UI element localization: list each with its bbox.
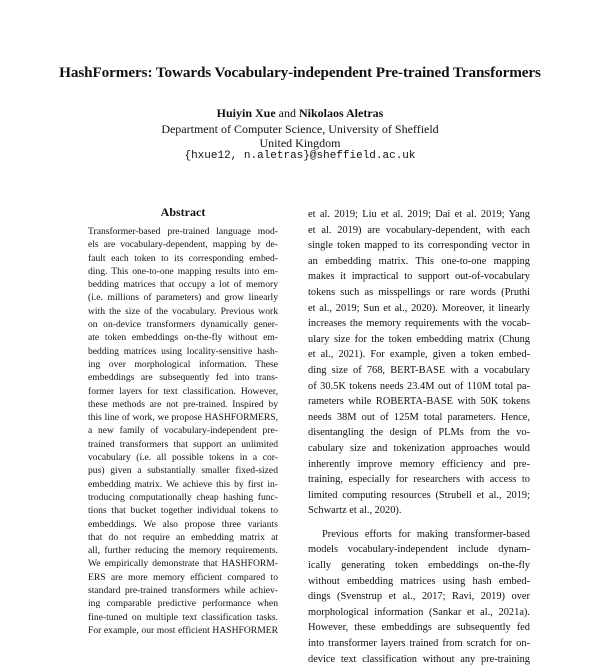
- body-line: ding size of 768, BERT-BASE with a vocabulary: [308, 364, 530, 376]
- body-line: rameters while ROBERTA-BASE with 50K tokens: [308, 396, 530, 408]
- affiliation-country: United Kingdom: [259, 136, 341, 150]
- abstract-line: (i.e. millions of parameters) and grow linearly: [88, 292, 278, 304]
- body-line: et al. 2019) are vocabulary-dependent, with each: [308, 224, 530, 236]
- body-line: needs 38M out of 125M total parameters. Hence,: [308, 411, 530, 423]
- body-line: an embedding matrix. This one-to-one mapping: [308, 255, 530, 267]
- body-line: Previous efforts for making transformer-based: [322, 528, 530, 540]
- author-name: Huiyin Xue: [216, 106, 276, 120]
- abstract-line: that do not require an embedding matrix at: [88, 531, 278, 543]
- body-line: Schwartz et al., 2020).: [308, 505, 402, 517]
- abstract-line: ding. This one-to-one mapping results into em-: [88, 265, 278, 277]
- abstract-line: For example, our most efficient HASHFORMER: [88, 624, 278, 636]
- body-line: limited computing resources (Strubell et al., 2019;: [308, 489, 530, 501]
- paragraph-gap: [308, 519, 530, 527]
- body-line: into transformer layers trained from scratch for on-: [308, 638, 530, 650]
- body-line: of 30.5K tokens needs 23.4M out of 110M total pa-: [308, 380, 530, 392]
- abstract-line: tions that bucket together individual tokens to: [88, 505, 278, 517]
- body-line: cabulary size and tokenization approaches would: [308, 442, 530, 454]
- paper-title: HashFormers: Towards Vocabulary-independent Pre-trained Transformers: [59, 64, 541, 81]
- author-line: [0, 106, 600, 121]
- author-email: {hxue12, n.aletras}@sheffield.ac.uk: [184, 150, 416, 162]
- body-line: dings (Svenstrup et al., 2017; Ravi, 2019) over: [308, 591, 530, 603]
- body-line: training, especially for researchers with access to: [308, 474, 530, 486]
- body-line: ulary size for the token embedding matrix (Chung: [308, 333, 530, 345]
- body-line: et al., 2021). For example, given a token embed-: [308, 349, 530, 361]
- abstract-heading: Abstract: [160, 205, 206, 219]
- body-line: single token mapped to its corresponding vector in: [308, 240, 530, 252]
- abstract-line: former layers for text classification. However,: [88, 385, 278, 397]
- abstract-line: troducing computationally cheap hashing func-: [88, 491, 278, 503]
- abstract-line: ing over morphological information. These: [88, 358, 278, 370]
- abstract-line: embedding matrix. We achieve this by first in-: [88, 478, 278, 490]
- affiliation-department: Department of Computer Science, University of Sheffield: [161, 122, 439, 136]
- abstract-line: a new family of vocabulary-independent pre-: [88, 425, 278, 437]
- body-line: without embedding matrices using hash embed-: [308, 575, 530, 587]
- body-line: tokens such as misspellings or rare words (Pruthi: [308, 286, 530, 298]
- right-column-text: [308, 207, 530, 667]
- abstract-line: bedding matrices that occupy a lot of memory: [88, 279, 278, 291]
- body-line: However, these embeddings are subsequently fed: [308, 622, 530, 634]
- body-line: disentangling the design of PLMs from the vo-: [308, 427, 530, 439]
- body-line: makes it impractical to support out-of-vocabulary: [308, 271, 530, 283]
- body-line: device text classification without any pre-training: [308, 653, 530, 665]
- abstract-line: this line of work, we propose HASHFORMERS,: [88, 412, 278, 424]
- abstract-line: all, further reducing the memory requirements.: [88, 545, 278, 557]
- body-line: morphological information (Sankar et al., 2021a).: [308, 606, 530, 618]
- abstract-line: vocabulary (i.e. all possible tokens in a cor-: [88, 452, 278, 464]
- body-line: increases the memory requirements with the vocab-: [308, 318, 530, 330]
- abstract-line: ing comparable predictive performance when: [88, 598, 278, 610]
- abstract-line: these methods are not pre-trained. Inspired by: [88, 398, 278, 410]
- abstract-line: Transformer-based pre-trained language mod-: [88, 226, 278, 237]
- abstract-line: ERS are more memory efficient compared to: [88, 571, 278, 583]
- abstract-line: els are vocabulary-dependent, mapping by de-: [88, 239, 278, 251]
- abstract-line: embeddings are subsequently fed into trans-: [88, 372, 278, 384]
- abstract-line: with the size of the vocabulary. Previous work: [88, 305, 278, 317]
- body-line: et al. 2019; Liu et al. 2019; Dai et al. 2019; Yang: [308, 209, 530, 220]
- abstract-line: fine-tuned on multiple text classification tasks.: [88, 611, 278, 623]
- abstract-line: We empirically demonstrate that HASHFORM-: [88, 558, 278, 570]
- abstract-line: pus) given a substantially smaller fixed-sized: [88, 465, 278, 477]
- abstract-line: ate token embeddings on-the-fly without em-: [88, 332, 278, 344]
- abstract-line: fault each token to its corresponding embed-: [88, 252, 278, 264]
- abstract-line: bedding matrices using locality-sensitive hash-: [88, 345, 278, 357]
- body-line: inherently improve memory efficiency and pre-: [308, 458, 530, 470]
- abstract-line: trained transformers that support an unlimited: [88, 438, 278, 450]
- abstract-line: standard pre-trained transformers while achiev-: [88, 585, 278, 597]
- author-conjunction: and: [278, 106, 296, 120]
- abstract-body: [88, 225, 278, 637]
- body-line: models vocabulary-independent include dynam-: [308, 544, 530, 556]
- body-line: et al., 2019; Sun et al., 2020). Moreover, it linearly: [308, 302, 530, 314]
- abstract-line: embeddings. We also propose three variants: [88, 518, 278, 530]
- body-line: ically generating token embeddings on-the-fly: [308, 560, 530, 572]
- abstract-line: on on-device transformers dynamically gener-: [88, 319, 278, 331]
- author-name: Nikolaos Aletras: [299, 106, 384, 120]
